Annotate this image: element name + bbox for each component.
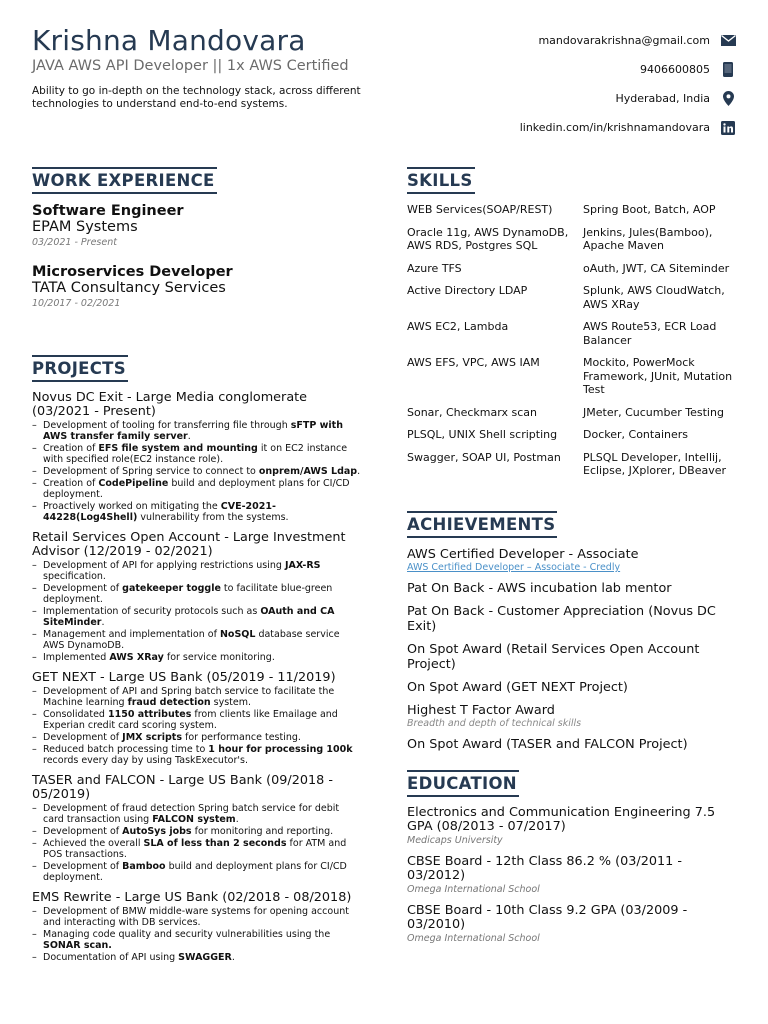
achievement-title: Highest T Factor Award <box>407 703 555 718</box>
project-bullet <box>32 709 362 731</box>
bullet-text: Implementation of security protocols such as <box>43 606 261 617</box>
experience-item <box>32 264 362 309</box>
bullet-highlight: EFS file system and mounting <box>98 443 258 454</box>
achievement-item <box>407 604 742 634</box>
project-bullet <box>32 732 362 743</box>
skill-item: Azure TFS <box>407 261 462 275</box>
skill-item: PLSQL, UNIX Shell scripting <box>407 428 558 441</box>
skill-item: Jenkins, Jules(Bamboo), Apache Maven <box>583 225 713 252</box>
achievement-title: Pat On Back - Customer Appreciation (Novus DC Exit) <box>407 604 716 634</box>
project-item <box>32 891 362 963</box>
education-item <box>407 855 742 895</box>
education-school: Omega International School <box>407 933 540 944</box>
summary: Ability to go in-depth on the technology stack, across different technologies to understand end-to-end systems. <box>32 85 361 110</box>
bullet-text: for monitoring and reporting. <box>191 826 334 837</box>
bullet-text: build and deployment plans for CI/CD deployment. <box>43 478 350 500</box>
education-list <box>407 806 742 953</box>
bullet-text: Development of API for applying restrictions using <box>43 560 285 571</box>
contact-list <box>436 26 736 142</box>
project-item <box>32 774 362 883</box>
phone-text[interactable]: 9406600805 <box>640 63 710 76</box>
achievement-description: Breadth and depth of technical skills <box>407 718 582 729</box>
bullet-highlight: 1 hour for processing 100k <box>208 744 353 755</box>
achievement-item <box>407 581 742 596</box>
project-bullet <box>32 560 362 582</box>
project-bullet <box>32 629 362 651</box>
experience-list <box>32 203 362 309</box>
bullet-text: Creation of <box>43 478 99 489</box>
skill-item: oAuth, JWT, CA Siteminder <box>583 261 730 275</box>
project-bullet <box>32 466 362 477</box>
education-title: CBSE Board - 12th Class 86.2 % (03/2011 - 03/2012) <box>407 854 682 883</box>
achievement-title: On Spot Award (GET NEXT Project) <box>407 680 628 695</box>
bullet-highlight: FALCON system <box>152 814 236 825</box>
project-item <box>32 391 362 523</box>
education-school: Omega International School <box>407 884 540 895</box>
bullet-text: . <box>235 814 239 825</box>
project-bullet <box>32 906 362 928</box>
skill-item: Swagger, SOAP UI, Postman <box>407 450 561 464</box>
achievements-list <box>407 547 742 760</box>
education-title: Electronics and Communication Engineering 7.5 GPA (08/2013 - 07/2017) <box>407 805 716 834</box>
candidate-name: Krishna Mandovara <box>32 24 306 57</box>
project-item <box>32 531 362 663</box>
project-bullet <box>32 929 362 951</box>
skill-item: Splunk, AWS CloudWatch, AWS XRay <box>583 284 725 311</box>
skills-grid <box>407 203 742 478</box>
job-title: Software Engineer <box>32 203 184 219</box>
location-pin-icon <box>720 91 736 107</box>
project-title: Retail Services Open Account - Large Investment Advisor (12/2019 - 02/2021) <box>32 530 346 559</box>
bullet-text: for ATM and POS transactions. <box>43 838 347 860</box>
bullet-text: Management and implementation of <box>43 629 220 640</box>
job-company: EPAM Systems <box>32 219 138 235</box>
skill-item: Spring Boot, Batch, AOP <box>583 203 716 216</box>
bullet-highlight: gatekeeper toggle <box>122 583 221 594</box>
bullet-text: specification. <box>43 571 106 582</box>
bullet-text: . <box>101 617 105 628</box>
project-title: EMS Rewrite - Large US Bank (02/2018 - 08/2018) <box>32 890 352 905</box>
project-list <box>32 391 362 971</box>
project-title: Novus DC Exit - Large Media conglomerate (03/2021 - Present) <box>32 390 308 419</box>
experience-item <box>32 203 362 248</box>
project-bullet <box>32 952 362 963</box>
bullet-text: Development of <box>43 583 123 594</box>
bullet-text: Documentation of API using <box>43 952 179 963</box>
bullet-text: Development of <box>43 861 123 872</box>
achievement-title: AWS Certified Developer - Associate <box>407 547 639 562</box>
achievement-title: On Spot Award (Retail Services Open Account Project) <box>407 642 700 672</box>
achievement-item <box>407 737 742 752</box>
bullet-text: . <box>231 952 235 963</box>
project-bullet <box>32 583 362 605</box>
contact-linkedin[interactable] <box>436 113 736 142</box>
skill-item: Docker, Containers <box>583 428 688 441</box>
bullet-text: to facilitate blue-green deployment. <box>43 583 333 605</box>
bullet-text: it on EC2 instance with specified role(EC2 instance role). <box>43 443 348 465</box>
education-title: CBSE Board - 10th Class 9.2 GPA (03/2009 - 03/2010) <box>407 903 688 932</box>
project-bullet <box>32 420 362 442</box>
skill-item: Mockito, PowerMock Framework, JUnit, Mutation Test <box>583 356 733 396</box>
linkedin-text[interactable]: linkedin.com/in/krishnamandovara <box>519 121 710 134</box>
bullet-highlight: NoSQL <box>219 629 256 640</box>
project-bullet <box>32 686 362 708</box>
bullet-highlight: JMX scripts <box>122 732 182 743</box>
skill-item: Sonar, Checkmarx scan <box>407 405 537 419</box>
job-company: TATA Consultancy Services <box>32 280 226 296</box>
bullet-text: Creation of <box>43 443 99 454</box>
bullet-text: system. <box>210 697 252 708</box>
section-title-work-experience: WORK EXPERIENCE <box>32 171 217 194</box>
envelope-icon <box>720 33 736 49</box>
skill-item: WEB Services(SOAP/REST) <box>407 203 553 216</box>
skill-item: AWS EC2, Lambda <box>407 320 509 333</box>
linkedin-icon <box>720 120 736 136</box>
section-title-achievements: ACHIEVEMENTS <box>407 515 557 538</box>
contact-phone[interactable] <box>436 55 736 84</box>
achievement-item <box>407 642 742 672</box>
bullet-highlight: AutoSys jobs <box>122 826 192 837</box>
achievement-item <box>407 680 742 695</box>
bullet-text: Managing code quality and security vulnerabilities using the <box>43 929 331 940</box>
section-title-education: EDUCATION <box>407 774 519 797</box>
education-school: Medicaps University <box>407 835 503 846</box>
bullet-highlight: sFTP with AWS transfer family server <box>43 420 343 442</box>
bullet-highlight: OAuth and CA SiteMinder <box>43 606 335 628</box>
project-title: GET NEXT - Large US Bank (05/2019 - 11/2019) <box>32 670 336 685</box>
bullet-text: from clients like Emailage and Experian credit card scoring system. <box>43 709 338 731</box>
job-dates: 03/2021 - Present <box>32 237 117 248</box>
achievement-title: Pat On Back - AWS incubation lab mentor <box>407 581 672 596</box>
bullet-text: Development of <box>43 732 123 743</box>
bullet-text: Development of tooling for transferring file through <box>43 420 291 431</box>
project-bullet <box>32 861 362 883</box>
bullet-text: . <box>357 466 361 477</box>
bullet-highlight: JAX-RS <box>284 560 321 571</box>
project-bullet <box>32 501 362 523</box>
project-bullet <box>32 838 362 860</box>
skill-item: PLSQL Developer, Intellij, Eclipse, JXplorer, DBeaver <box>583 450 727 477</box>
skill-item: AWS Route53, ECR Load Balancer <box>583 320 717 347</box>
project-bullet <box>32 826 362 837</box>
bullet-highlight: Bamboo <box>122 861 166 872</box>
bullet-text: . <box>187 431 191 442</box>
bullet-text: for performance testing. <box>182 732 301 743</box>
bullet-text: Reduced batch processing time to <box>43 744 209 755</box>
bullet-text: Proactively worked on mitigating the <box>43 501 221 512</box>
email-text[interactable]: mandovarakrishna@gmail.com <box>538 34 710 47</box>
project-bullet <box>32 606 362 628</box>
contact-location <box>436 84 736 113</box>
education-item <box>407 806 742 846</box>
bullet-text: Development of API and Spring batch service to facilitate the Machine learning <box>43 686 335 708</box>
location-text: Hyderabad, India <box>615 92 710 105</box>
skill-item: JMeter, Cucumber Testing <box>583 405 724 419</box>
bullet-highlight: onprem/AWS Ldap <box>258 466 358 477</box>
contact-email[interactable] <box>436 26 736 55</box>
bullet-text: Development of <box>43 826 123 837</box>
job-dates: 10/2017 - 02/2021 <box>32 298 121 309</box>
project-bullet <box>32 652 362 663</box>
credential-link[interactable]: AWS Certified Developer – Associate - Credly <box>407 562 621 573</box>
bullet-highlight: SLA of less than 2 seconds <box>143 838 287 849</box>
bullet-highlight: SWAGGER <box>178 952 232 963</box>
project-item <box>32 671 362 766</box>
bullet-highlight: fraud detection <box>127 697 211 708</box>
bullet-text: Consolidated <box>43 709 108 720</box>
bullet-text: Development of BMW middle-ware systems for opening account and interacting with DB services. <box>43 906 349 928</box>
phone-icon <box>720 62 736 78</box>
achievement-item <box>407 703 742 729</box>
project-bullet <box>32 803 362 825</box>
bullet-text: records every day by using TaskExecutor's. <box>43 755 248 766</box>
project-bullet <box>32 744 362 766</box>
skill-item: AWS EFS, VPC, AWS IAM <box>407 356 540 369</box>
bullet-text: Achieved the overall <box>43 838 144 849</box>
bullet-text: database service AWS DynamoDB. <box>43 629 340 651</box>
education-item <box>407 904 742 944</box>
bullet-highlight: SONAR scan. <box>43 940 112 951</box>
project-bullet <box>32 443 362 465</box>
achievement-title: On Spot Award (TASER and FALCON Project) <box>407 737 688 752</box>
achievement-item <box>407 547 742 573</box>
bullet-text: for service monitoring. <box>163 652 275 663</box>
bullet-highlight: 1150 attributes <box>107 709 192 720</box>
headline: JAVA AWS API Developer || 1x AWS Certified <box>32 58 349 74</box>
project-bullet <box>32 478 362 500</box>
bullet-text: Implemented <box>43 652 110 663</box>
skill-item: Oracle 11g, AWS DynamoDB, AWS RDS, Postgres SQL <box>407 225 569 252</box>
bullet-text: Development of fraud detection Spring batch service for debit card transaction using <box>43 803 340 825</box>
section-title-skills: SKILLS <box>407 171 475 194</box>
project-title: TASER and FALCON - Large US Bank (09/2018 - 05/2019) <box>32 773 333 802</box>
bullet-text: vulnerability from the systems. <box>137 512 289 523</box>
section-title-projects: PROJECTS <box>32 359 128 382</box>
bullet-text: Development of Spring service to connect to <box>43 466 259 477</box>
skill-item: Active Directory LDAP <box>407 284 528 297</box>
bullet-highlight: CodePipeline <box>98 478 169 489</box>
job-title: Microservices Developer <box>32 264 233 280</box>
bullet-highlight: CVE-2021-44228(Log4Shell) <box>43 501 276 523</box>
bullet-highlight: AWS XRay <box>109 652 164 663</box>
bullet-text: build and deployment plans for CI/CD deployment. <box>43 861 347 883</box>
